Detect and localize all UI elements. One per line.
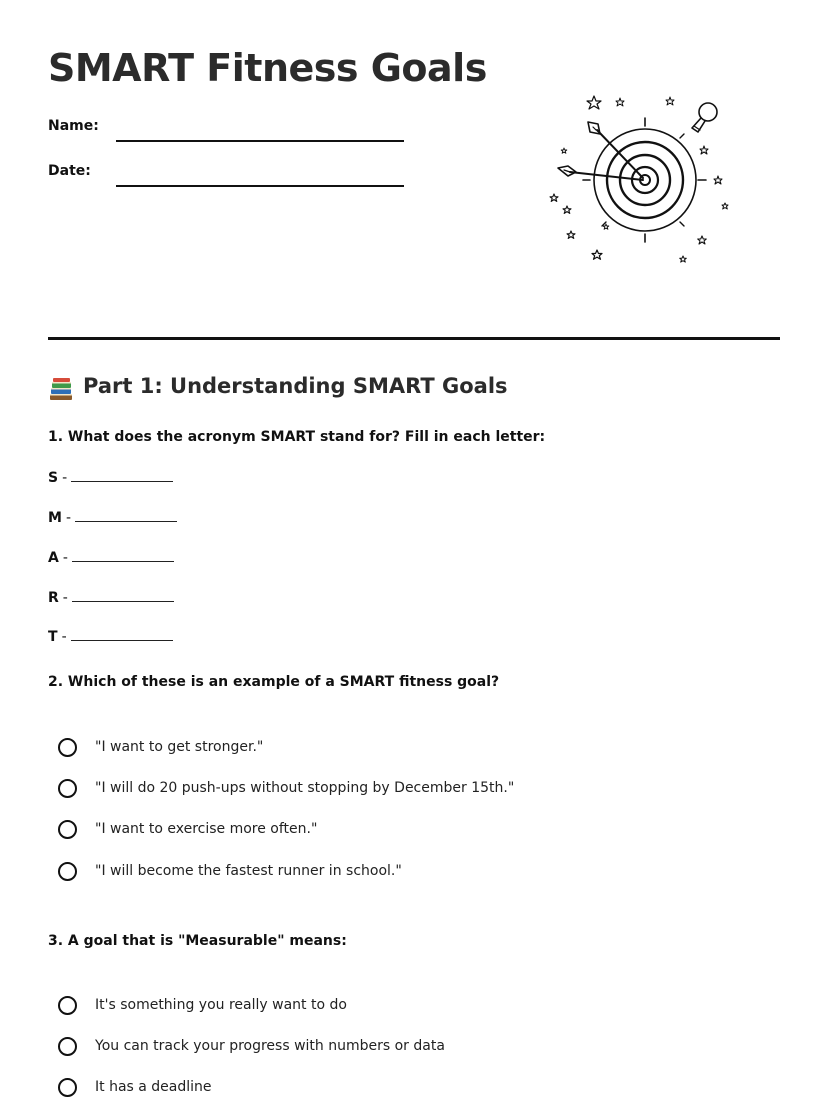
question-3: 3. A goal that is "Measurable" means: [48,933,347,949]
books-icon [48,376,74,402]
acronym-row-a[interactable] [48,549,174,569]
radio-button[interactable] [58,779,77,798]
date-input-line[interactable] [116,185,404,187]
date-label: Date: [48,163,91,179]
option-label: "I will do 20 push-ups without stopping by December 15th." [95,780,515,796]
date-field[interactable] [48,163,408,187]
radio-button[interactable] [58,862,77,881]
acronym-row-m[interactable] [48,509,177,529]
acronym-letter: S [48,470,59,486]
acronym-blank-r[interactable] [72,589,174,602]
acronym-letter: T [48,629,58,645]
acronym-row-t[interactable] [48,628,173,648]
name-input-line[interactable] [116,140,404,142]
part1-heading-text: Part 1: Understanding SMART Goals [83,374,508,398]
section-divider [48,337,780,340]
acronym-blank-s[interactable] [71,469,173,482]
question-1: 1. What does the acronym SMART stand for? Fill in each letter: [48,429,546,445]
acronym-row-r[interactable] [48,589,174,609]
option-label: "I want to exercise more often." [95,821,318,837]
radio-button[interactable] [58,820,77,839]
acronym-dash: - [62,550,68,566]
target-with-arrows-icon [540,90,740,270]
name-field[interactable] [48,118,408,142]
acronym-dash: - [61,629,67,645]
acronym-dash: - [65,510,71,526]
option-label: You can track your progress with numbers or data [95,1038,445,1054]
acronym-letter: A [48,550,59,566]
radio-button[interactable] [58,738,77,757]
acronym-dash: - [62,470,68,486]
radio-button[interactable] [58,1037,77,1056]
acronym-letter: R [48,590,59,606]
option-label: "I will become the fastest runner in school." [95,863,402,879]
acronym-letter: M [48,510,62,526]
name-label: Name: [48,118,99,134]
acronym-blank-m[interactable] [75,509,177,522]
radio-button[interactable] [58,996,77,1015]
acronym-blank-a[interactable] [72,549,174,562]
option-label: "I want to get stronger." [95,739,264,755]
option-label: It's something you really want to do [95,997,347,1013]
acronym-dash: - [62,590,68,606]
acronym-blank-t[interactable] [71,628,173,641]
question-2: 2. Which of these is an example of a SMART fitness goal? [48,674,500,690]
radio-button[interactable] [58,1078,77,1097]
option-label: It has a deadline [95,1079,212,1095]
acronym-row-s[interactable] [48,469,173,489]
page-title: SMART Fitness Goals [48,46,487,90]
